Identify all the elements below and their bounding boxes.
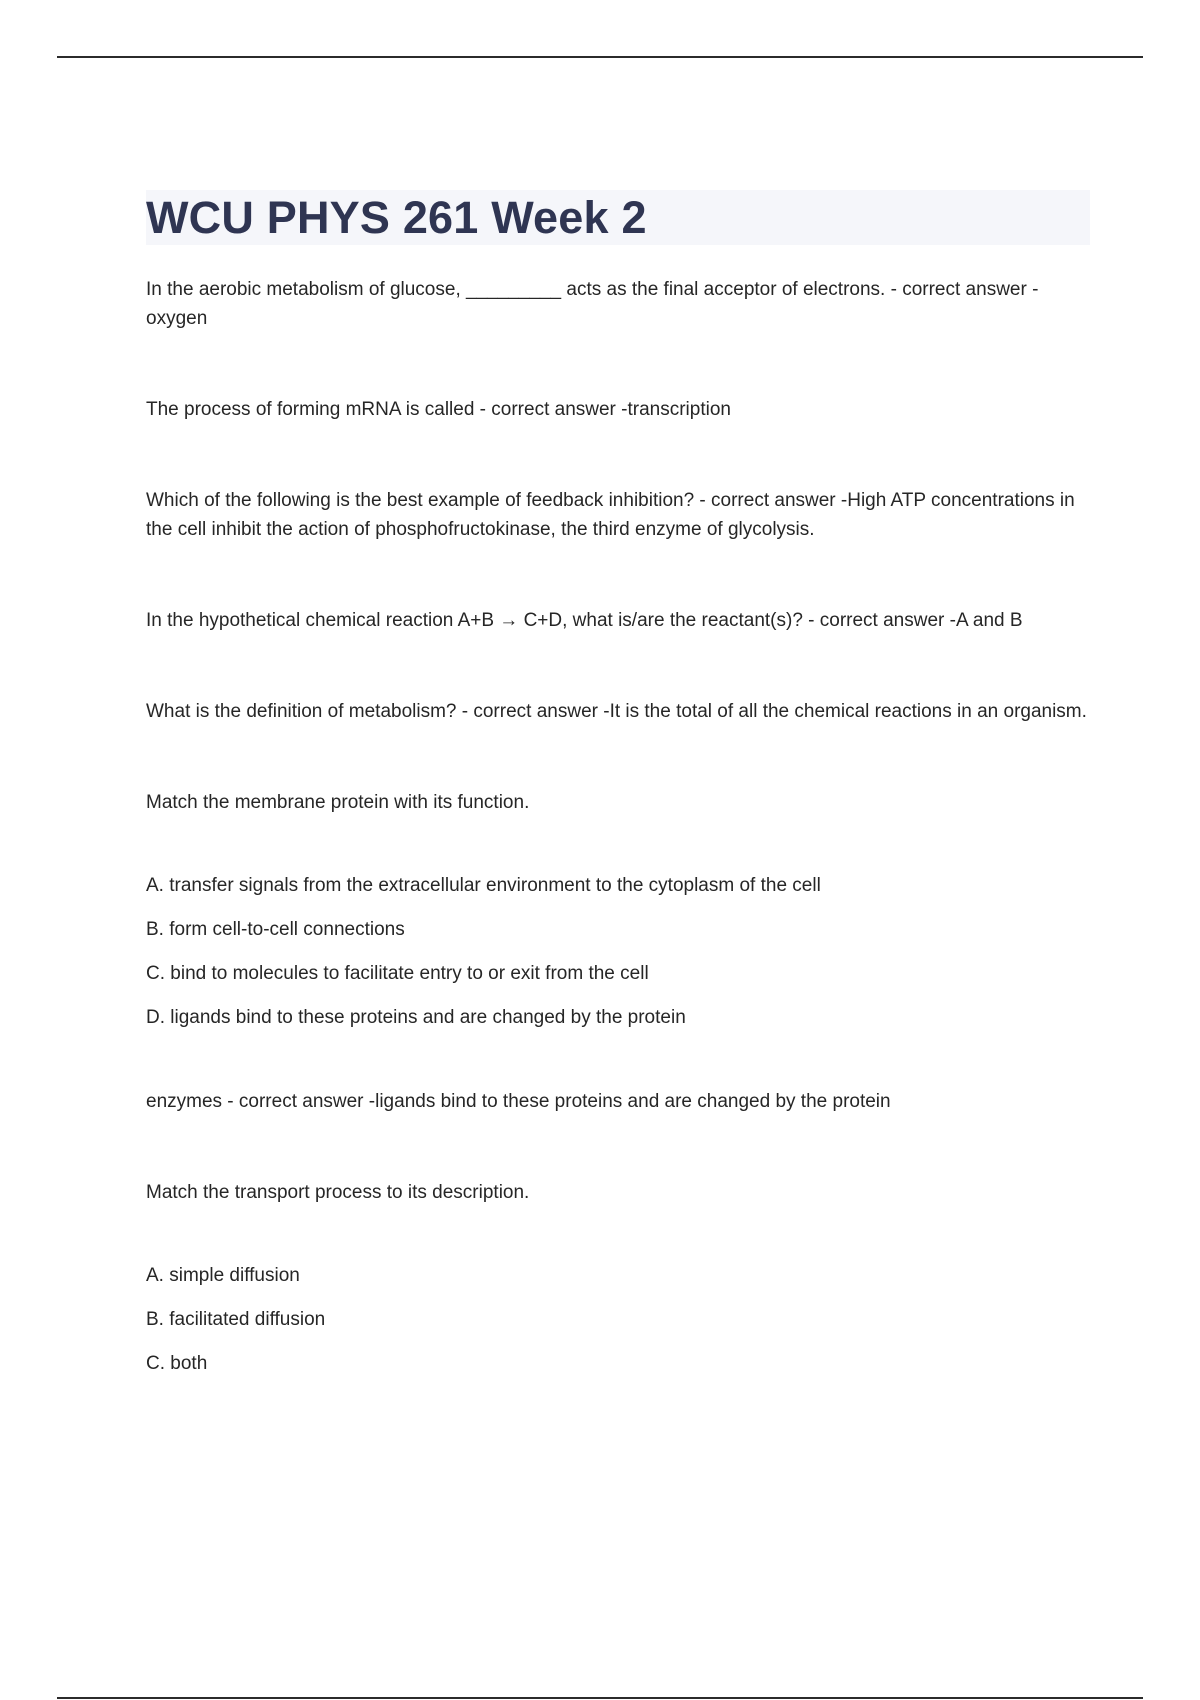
question-reactants: In the hypothetical chemical reaction A+B → C+D, what is/are the reactant(s)? - correct answer -A and B [146,610,1023,631]
list-item: B. facilitated diffusion [146,1309,326,1330]
qa-list [146,275,1090,1378]
question-mrna: The process of forming mRNA is called - correct answer -transcription [146,399,731,420]
question-aerobic-metabolism: In the aerobic metabolism of glucose, _________ acts as the final acceptor of electrons. - correct answer -oxygen [146,279,1039,329]
list-item: C. both [146,1353,208,1374]
list-item: D. ligands bind to these proteins and are changed by the protein [146,1007,686,1028]
question-feedback-inhibition: Which of the following is the best example of feedback inhibition? - correct answer -High ATP concentrations in the cell inhibit the action of phosphofructokinase, the third enzyme of glycolysis. [146,490,1075,540]
list-item: C. bind to molecules to facilitate entry to or exit from the cell [146,963,649,984]
transport-options-list [146,1261,1090,1378]
document-body [146,190,1090,1433]
membrane-options-list [146,871,1090,1032]
question-metabolism-definition: What is the definition of metabolism? - correct answer -It is the total of all the chemical reactions in an organism. [146,701,1087,722]
question-membrane-protein: Match the membrane protein with its function. [146,792,530,813]
top-rule [57,56,1143,58]
list-item: B. form cell-to-cell connections [146,919,405,940]
title-band [146,190,1090,245]
answer-enzymes: enzymes - correct answer -ligands bind to these proteins and are changed by the protein [146,1091,891,1112]
question-transport-process: Match the transport process to its description. [146,1182,530,1203]
list-item: A. transfer signals from the extracellular environment to the cytoplasm of the cell [146,875,821,896]
bottom-rule [57,1697,1143,1699]
list-item: A. simple diffusion [146,1265,300,1286]
document-title: WCU PHYS 261 Week 2 [146,192,647,243]
